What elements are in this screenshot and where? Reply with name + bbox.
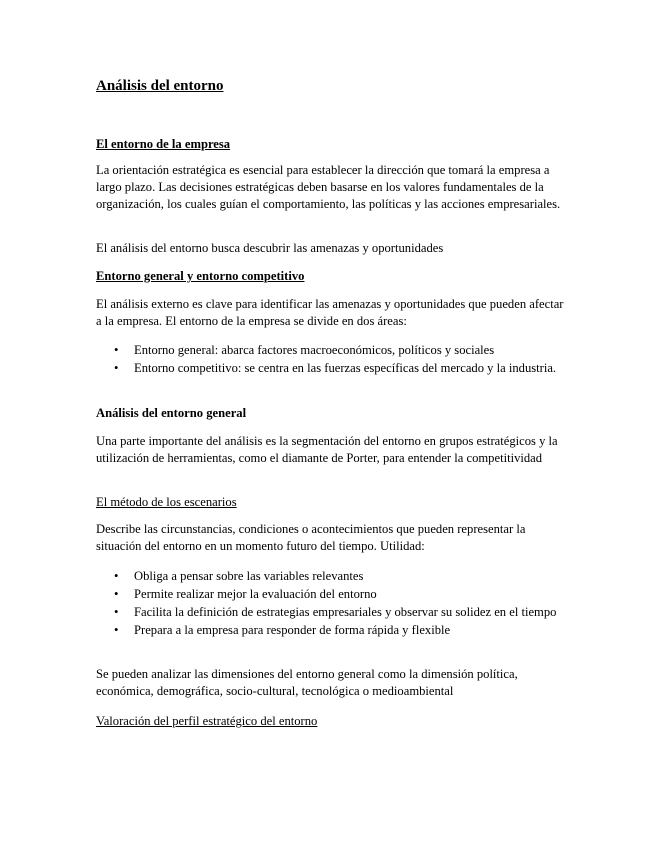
list-item-text: Permite realizar mejor la evaluación del entorno	[134, 587, 377, 601]
paragraph-dimensiones-entorno: Se pueden analizar las dimensiones del entorno general como la dimensión política, económica, demográfica, socio-cultural, tecnológica o medioambiental	[96, 667, 518, 698]
list-item-text: Entorno competitivo: se centra en las fuerzas específicas del mercado y la industria.	[134, 361, 557, 375]
paragraph-analisis-externo: El análisis externo es clave para identificar las amenazas y oportunidades que pueden afectar a la empresa. El entorno de la empresa se divide en dos áreas:	[96, 297, 564, 328]
document-title: Análisis del entorno	[96, 78, 224, 94]
list-item	[96, 622, 564, 639]
list-item-text: Obliga a pensar sobre las variables relevantes	[134, 569, 364, 583]
list-item	[96, 360, 564, 377]
bullet-icon: •	[114, 623, 119, 637]
bullet-icon: •	[114, 361, 119, 375]
bullet-icon: •	[114, 605, 119, 619]
paragraph-orientacion-estrategica: La orientación estratégica es esencial para establecer la dirección que tomará la empresa a largo plazo. Las decisiones estratégicas deben basarse en los valores fundamentales de la organización, los cuales guían el comportamiento, las políticas y las acciones empresariales.	[96, 163, 561, 211]
heading-entorno-general-competitivo: Entorno general y entorno competitivo	[96, 269, 305, 283]
list-item	[96, 342, 564, 359]
paragraph-analisis-entorno: El análisis del entorno busca descubrir las amenazas y oportunidades	[96, 241, 444, 255]
list-tipos-entorno	[96, 342, 564, 378]
paragraph-segmentacion: Una parte importante del análisis es la segmentación del entorno en grupos estratégicos y la utilización de herramientas, como el diamante de Porter, para entender la competitividad	[96, 434, 558, 465]
heading-el-entorno-de-la-empresa: El entorno de la empresa	[96, 137, 231, 151]
list-item	[96, 604, 564, 621]
bullet-icon: •	[114, 569, 119, 583]
bullet-icon: •	[114, 587, 119, 601]
list-item-text: Prepara a la empresa para responder de forma rápida y flexible	[134, 623, 451, 637]
heading-valoracion-perfil: Valoración del perfil estratégico del entorno	[96, 714, 318, 728]
heading-metodo-escenarios: El método de los escenarios	[96, 495, 237, 509]
heading-analisis-entorno-general: Análisis del entorno general	[96, 406, 247, 420]
list-item	[96, 586, 564, 603]
list-item-text: Entorno general: abarca factores macroeconómicos, políticos y sociales	[134, 343, 495, 357]
list-item	[96, 568, 564, 585]
bullet-icon: •	[114, 343, 119, 357]
paragraph-describe-circunstancias: Describe las circunstancias, condiciones o acontecimientos que pueden representar la situación del entorno en un momento futuro del tiempo. Utilidad:	[96, 522, 526, 553]
list-utilidad	[96, 568, 564, 640]
list-item-text: Facilita la definición de estrategias empresariales y observar su solidez en el tiempo	[134, 605, 557, 619]
